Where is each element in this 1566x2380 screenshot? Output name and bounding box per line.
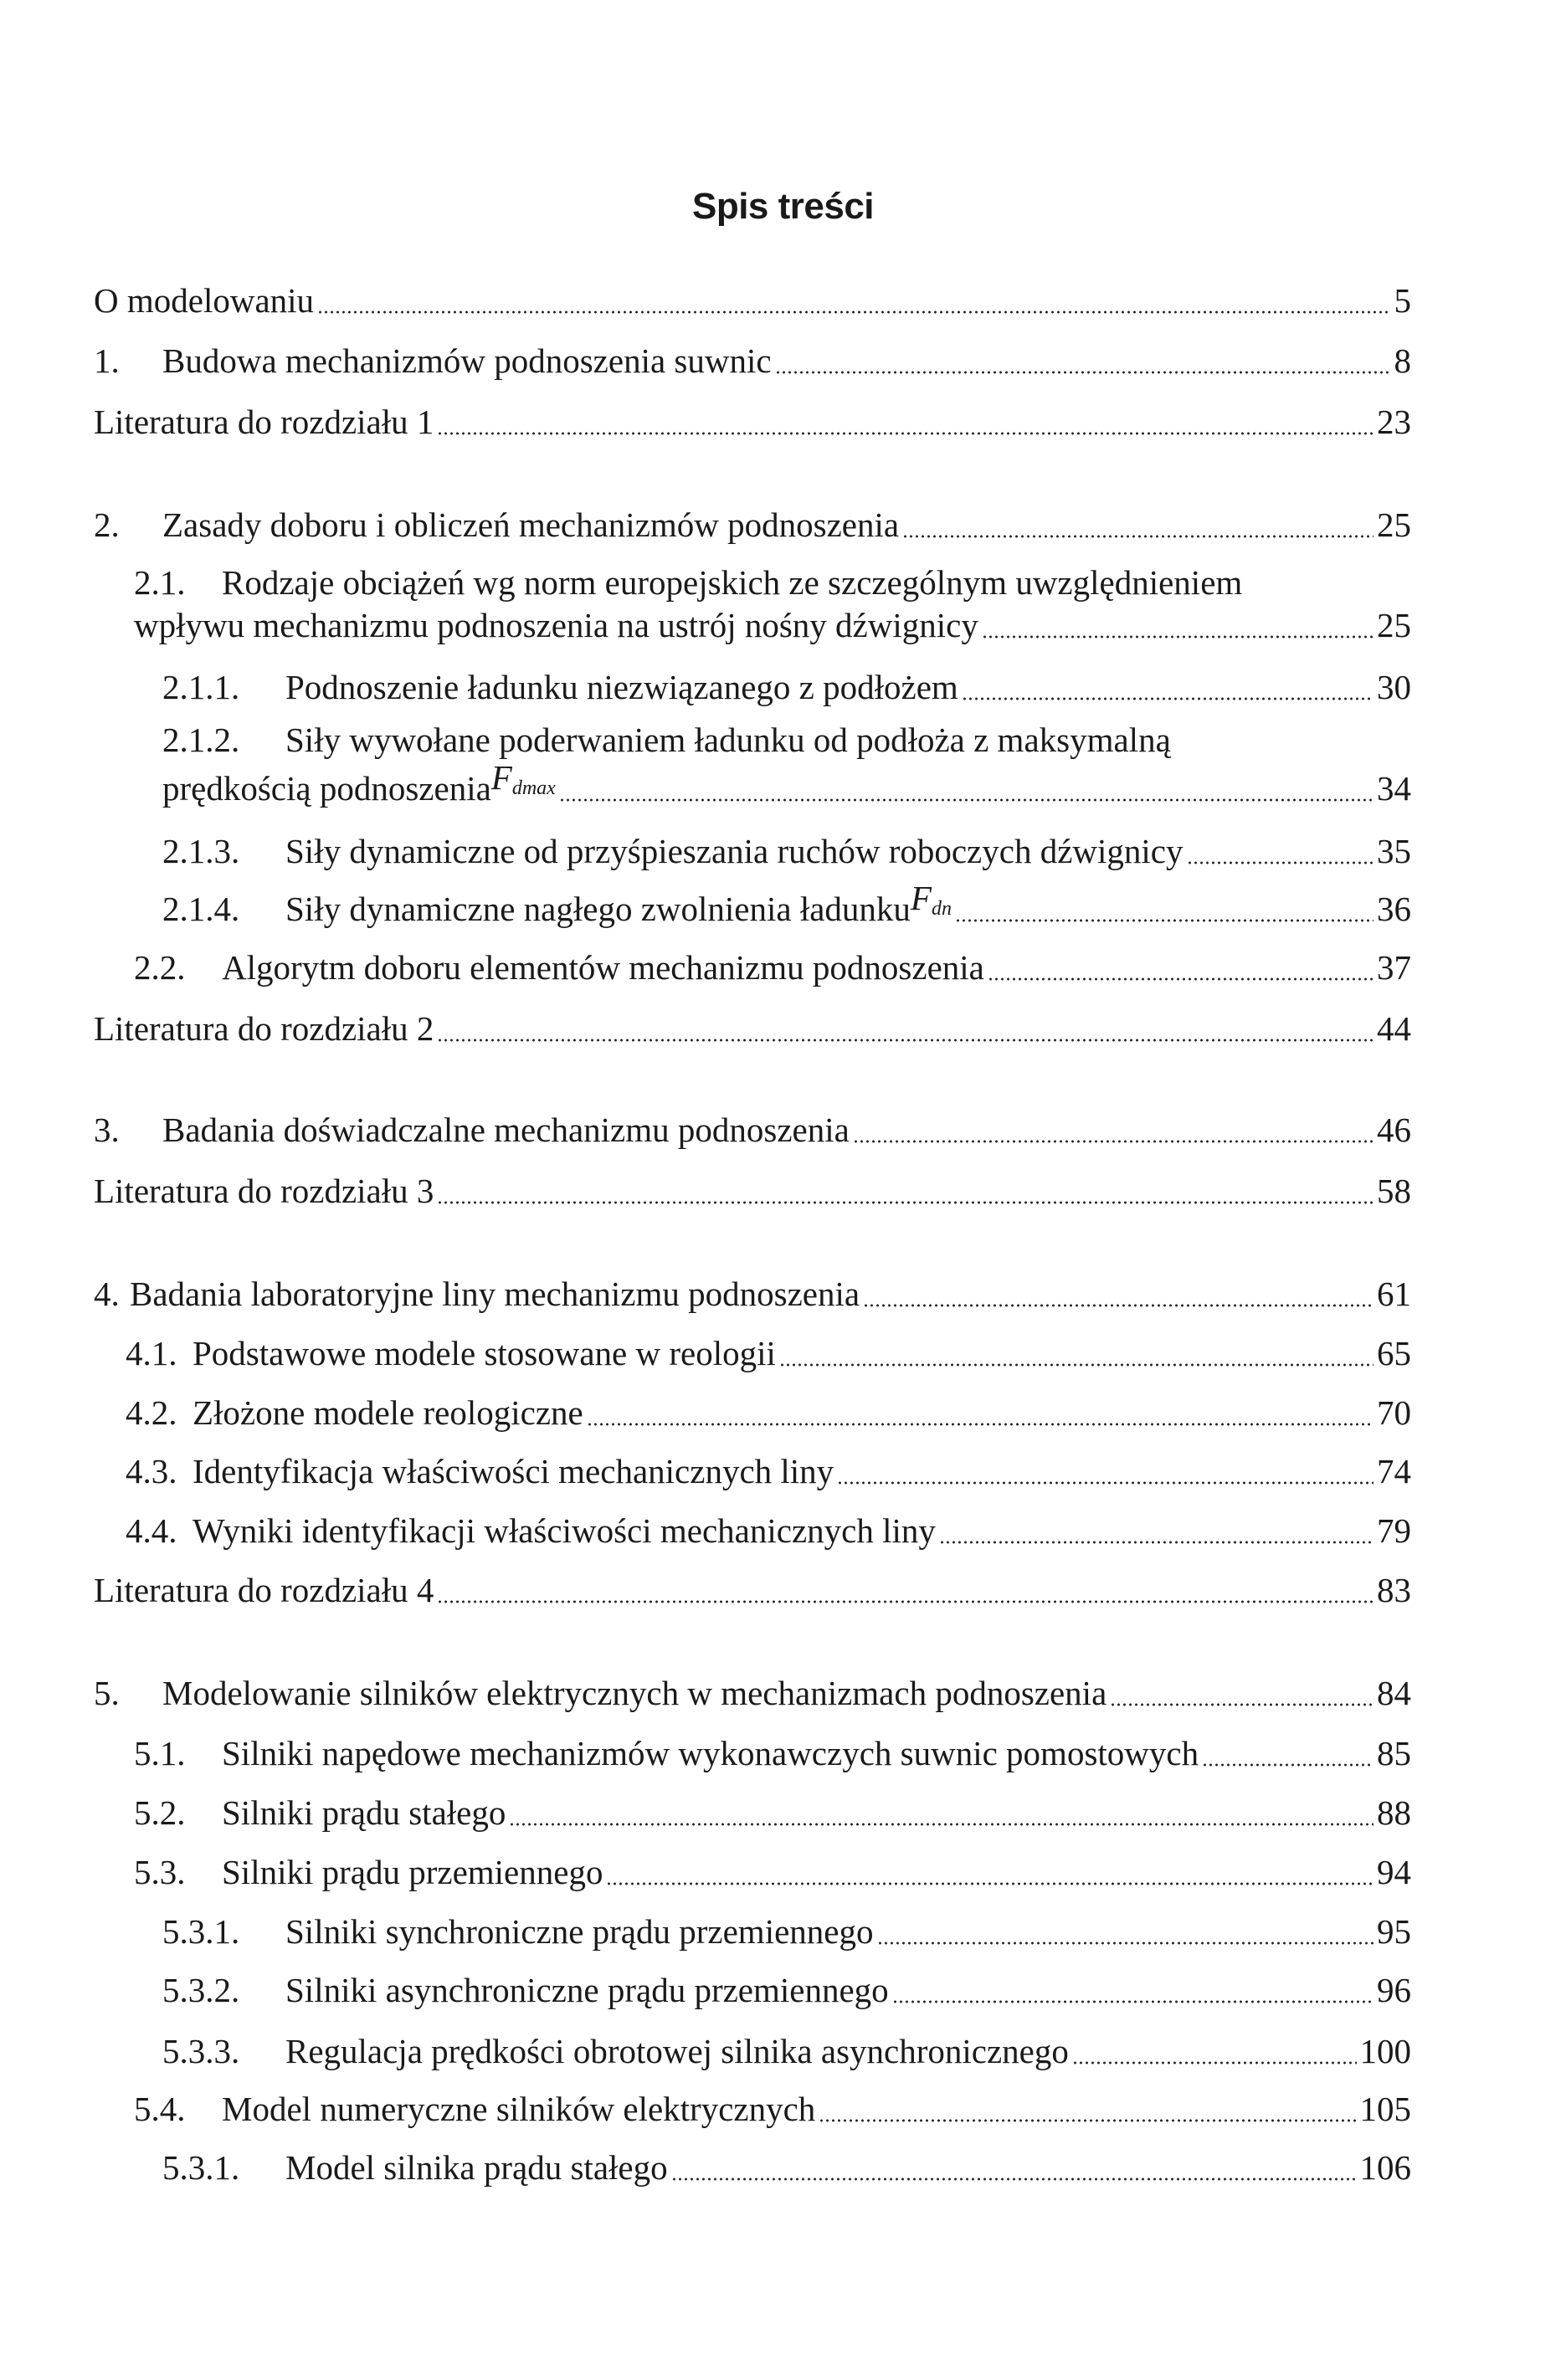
entry-title: Siły wywołane poderwaniem ładunku od podłoża z maksymalną (285, 721, 1171, 759)
toc-entry-continuation (162, 758, 1411, 812)
toc-entry[interactable] (134, 1849, 1411, 1895)
page-number: 84 (1377, 1674, 1411, 1712)
page-number: 94 (1377, 1853, 1411, 1891)
dot-leader (939, 1541, 1373, 1544)
variable-subscript: dmax (511, 777, 556, 799)
page-number: 106 (1359, 2148, 1411, 2187)
toc-entry[interactable] (134, 1789, 1411, 1836)
entry-number: 2.2. (134, 948, 186, 987)
entry-title: Złożone modele reologiczne (193, 1393, 583, 1432)
dot-leader (437, 1201, 1373, 1204)
toc-entry[interactable] (94, 501, 1411, 548)
dot-leader (775, 371, 1391, 374)
entry-title: Silniki asynchroniczne prądu przemiennego (285, 1971, 889, 2009)
page-number: 58 (1377, 1172, 1411, 1210)
entry-number: 4.4. (126, 1511, 177, 1550)
page-number: 30 (1377, 668, 1411, 706)
toc-entry[interactable] (94, 1005, 1411, 1052)
toc-entry[interactable] (94, 398, 1411, 445)
dot-leader (955, 919, 1373, 922)
entry-title: Wyniki identyfikacji właściwości mechanicznych liny (193, 1511, 936, 1550)
dot-leader (437, 1600, 1373, 1603)
toc-entry[interactable] (162, 1908, 1411, 1955)
dot-leader (1072, 2061, 1357, 2065)
dot-leader (317, 310, 1390, 314)
dot-leader (1202, 1763, 1373, 1767)
page-number: 95 (1377, 1912, 1411, 1951)
dot-leader (853, 1140, 1373, 1143)
toc-entry[interactable] (94, 1270, 1411, 1317)
toc-entry[interactable] (162, 2028, 1411, 2075)
toc-entry[interactable] (94, 1106, 1411, 1153)
toc-entry-continuation (134, 602, 1411, 649)
toc-entry[interactable] (94, 277, 1411, 324)
dot-leader (437, 432, 1373, 435)
dot-leader (437, 1039, 1373, 1042)
entry-number: 1. (94, 341, 120, 380)
variable-base: F (490, 758, 512, 797)
toc-entry[interactable] (126, 1330, 1411, 1377)
page-number: 74 (1377, 1452, 1411, 1490)
entry-title: Regulacja prędkości obrotowej silnika asynchronicznego (285, 2032, 1069, 2070)
entry-number: 2.1.3. (162, 832, 240, 870)
page-number: 25 (1377, 606, 1411, 644)
page-number: 100 (1359, 2032, 1411, 2070)
variable-base: F (910, 879, 932, 917)
entry-title: O modelowaniu (94, 281, 315, 320)
entry-title: Literatura do rozdziału 4 (94, 1571, 434, 1609)
page-number: 36 (1377, 890, 1411, 928)
page-number: 105 (1359, 2090, 1411, 2128)
page-number: 37 (1377, 948, 1411, 987)
dot-leader (671, 2177, 1357, 2181)
page-number: 5 (1394, 281, 1411, 320)
entry-number: 5.3. (134, 1853, 186, 1891)
entry-number: 5.3.1. (162, 2148, 240, 2187)
entry-title: Zasady doboru i obliczeń mechanizmów podnoszenia (162, 505, 900, 544)
page-number: 25 (1377, 505, 1411, 544)
toc-entry[interactable] (134, 944, 1411, 991)
entry-title: Rodzaje obciążeń wg norm europejskich ze szczególnym uwzględnieniem (222, 563, 1243, 602)
toc-entry[interactable] (126, 1389, 1411, 1436)
dot-leader (837, 1481, 1373, 1485)
entry-title: Siły dynamiczne nagłego zwolnienia ładunku (285, 890, 911, 928)
entry-title: Budowa mechanizmów podnoszenia suwnic (162, 341, 772, 380)
dot-leader (509, 1823, 1373, 1826)
entry-title: Badania laboratoryjne liny mechanizmu podnoszenia (130, 1275, 860, 1313)
dot-leader (892, 2000, 1373, 2003)
entry-number: 2.1.1. (162, 668, 240, 706)
entry-title: Literatura do rozdziału 3 (94, 1172, 434, 1210)
page-number: 23 (1377, 403, 1411, 441)
entry-title: Modelowanie silników elektrycznych w mechanizmach podnoszenia (162, 1674, 1107, 1712)
entry-title: Literatura do rozdziału 1 (94, 403, 434, 441)
page-number: 70 (1377, 1393, 1411, 1432)
page-number: 8 (1394, 341, 1411, 380)
toc-entry[interactable] (134, 1730, 1411, 1777)
dot-leader (863, 1304, 1373, 1307)
entry-number: 5.2. (134, 1793, 186, 1832)
entry-title: Identyfikacja właściwości mechanicznych liny (193, 1452, 834, 1490)
dot-leader (982, 635, 1373, 639)
entry-number: 5.3.2. (162, 1971, 240, 2009)
toc-entry[interactable] (126, 1448, 1411, 1495)
entry-variable (491, 754, 556, 812)
toc-entry[interactable] (162, 879, 1411, 932)
page-number: 85 (1377, 1734, 1411, 1772)
entry-number: 4. (94, 1275, 120, 1313)
entry-number: 2.1.2. (162, 721, 240, 759)
entry-title: Model numeryczne silników elektrycznych (222, 2090, 816, 2128)
page-number: 65 (1377, 1334, 1411, 1372)
toc-entry[interactable] (134, 2085, 1411, 2132)
entry-variable (911, 875, 952, 932)
entry-number: 2. (94, 505, 120, 544)
toc-entry[interactable] (162, 716, 1411, 763)
page-number: 35 (1377, 832, 1411, 870)
entry-number: 2.1.4. (162, 890, 240, 928)
dot-leader (587, 1423, 1373, 1426)
dot-leader (819, 2119, 1356, 2122)
entry-number: 4.2. (126, 1393, 177, 1432)
dot-leader (877, 1941, 1374, 1945)
page-number: 79 (1377, 1511, 1411, 1550)
entry-title: Literatura do rozdziału 2 (94, 1009, 434, 1048)
entry-number: 5.3.1. (162, 1912, 240, 1951)
page-number: 46 (1377, 1110, 1411, 1149)
entry-title: Model silnika prądu stałego (285, 2148, 668, 2187)
toc-entry[interactable] (94, 1167, 1411, 1214)
page-number: 88 (1377, 1793, 1411, 1832)
page-title: Spis treści (691, 186, 875, 227)
page-number: 83 (1377, 1571, 1411, 1609)
toc-entry[interactable] (126, 1507, 1411, 1554)
entry-title: Podstawowe modele stosowane w reologii (193, 1334, 776, 1372)
entry-number: 5.4. (134, 2090, 186, 2128)
dot-leader (902, 535, 1373, 538)
entry-title: Silniki prądu stałego (222, 1793, 506, 1832)
variable-subscript: dn (931, 898, 952, 920)
page-number: 61 (1377, 1275, 1411, 1313)
toc-entry[interactable] (134, 559, 1411, 606)
entry-title: Silniki prądu przemiennego (222, 1853, 603, 1891)
dot-leader (962, 697, 1373, 700)
dot-leader (1187, 861, 1374, 864)
page-number: 96 (1377, 1971, 1411, 2009)
entry-number: 5.3.3. (162, 2032, 240, 2070)
page-number: 44 (1377, 1009, 1411, 1048)
dot-leader (1110, 1703, 1373, 1706)
entry-title: Algorytm doboru elementów mechanizmu podnoszenia (222, 948, 984, 987)
toc-entry[interactable] (162, 1967, 1411, 2013)
entry-title: Podnoszenie ładunku niezwiązanego z podłożem (285, 668, 958, 706)
toc-entry[interactable] (94, 1567, 1411, 1613)
entry-number: 5.1. (134, 1734, 186, 1772)
entry-title: Siły dynamiczne od przyśpieszania ruchów roboczych dźwignicy (285, 832, 1183, 870)
entry-title: Silniki napędowe mechanizmów wykonawczych suwnic pomostowych (222, 1734, 1199, 1772)
entry-number: 2.1. (134, 563, 186, 602)
entry-number: 4.1. (126, 1334, 177, 1372)
dot-leader (559, 798, 1373, 802)
entry-title: Silniki synchroniczne prądu przemiennego (285, 1912, 874, 1951)
entry-number: 3. (94, 1110, 120, 1149)
toc-entry[interactable] (162, 664, 1411, 710)
toc-entry[interactable] (162, 828, 1411, 875)
dot-leader (779, 1363, 1373, 1367)
entry-title: Badania doświadczalne mechanizmu podnoszenia (162, 1110, 850, 1149)
entry-title-continuation: wpływu mechanizmu podnoszenia na ustrój nośny dźwignicy (134, 606, 978, 644)
toc-entry[interactable] (162, 2144, 1411, 2191)
toc-entry[interactable] (94, 337, 1411, 384)
entry-number: 5. (94, 1674, 120, 1712)
dot-leader (606, 1882, 1373, 1885)
page-number: 34 (1377, 769, 1411, 808)
toc-entry[interactable] (94, 1670, 1411, 1716)
dot-leader (988, 977, 1373, 981)
entry-number: 4.3. (126, 1452, 177, 1490)
entry-title-continuation: prędkością podnoszenia (162, 769, 491, 808)
